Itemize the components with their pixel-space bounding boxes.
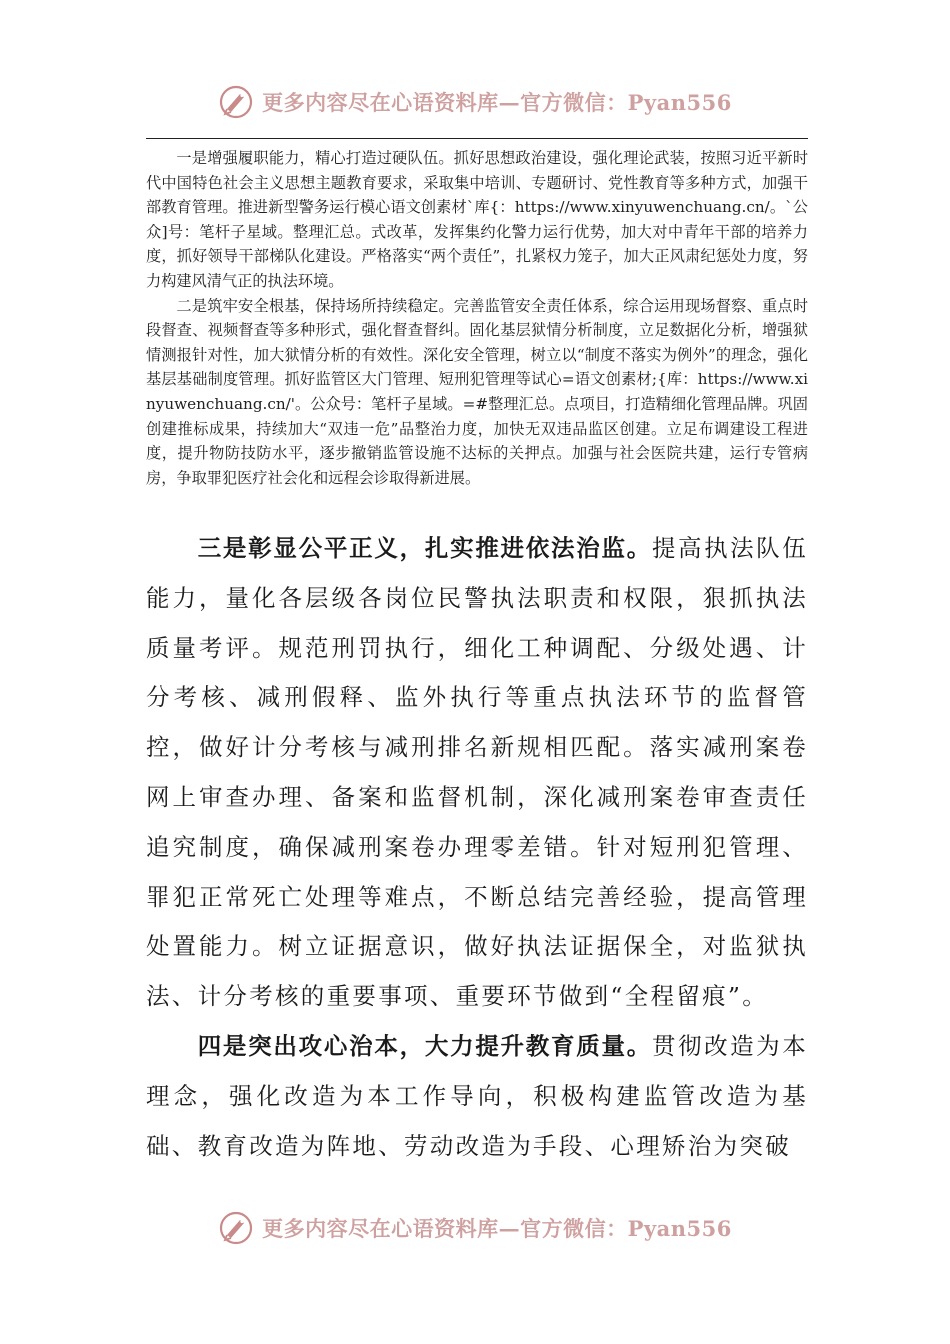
header-divider [146, 138, 808, 139]
paragraph-4-body: 贯彻改造为本理念，强化改造为本工作导向，积极构建监管改造为基础、教育改造为阵地、劳动改造为手段、心理矫治为突破 [146, 1031, 808, 1160]
paragraph-1: 一是增强履职能力，精心打造过硬队伍。抓好思想政治建设，强化理论武装，按照习近平新时代中国特色社会主义思想主题教育要求，采取集中培训、专题研讨、党性教育等多种方式，加强干部教育管理。推进新型警务运行模心语文创素材`库{：https://www.xinyuwenchuang.cn/。`公众]号：笔杆子星域。整理汇总。式改革，发挥集约化警力运行优势，加大对中青年干部的培养力度，抓好领导干部梯队化建设。严格落实“两个责任”，扎紧权力笼子，加大正风肃纪惩处力度，努力构建风清气正的执法环境。 [146, 149, 808, 290]
paragraph-2: 二是筑牢安全根基，保持场所持续稳定。完善监管安全责任体系，综合运用现场督察、重点时段督查、视频督查等多种形式，强化督查督纠。固化基层狱情分析制度，立足数据化分析，增强狱情测报针对性，加大狱情分析的有效性。深化安全管理，树立以“制度不落实为例外”的理念，强化基层基础制度管理。抓好监管区大门管理、短刑犯管理等试心=语文创素材;{库：https://www.xinyuwenchuang.cn/'。公众号：笔杆子星域。=#整理汇总。点项目，打造精细化管理品牌。巩固创建推标成果，持续加大“双违一危”品整治力度，加快无双违品监区创建。立足布调建设工程进度，提升物防技防水平，逐步撤销监管设施不达标的关押点。加强与社会医院共建，运行专管病房，争取罪犯医疗社会化和远程会诊取得新进展。 [146, 296, 808, 487]
watermark-text: 更多内容尽在心语资料库—官方微信：Pyan556 [262, 1216, 732, 1241]
paragraph-4-lead: 四是突出攻心治本，大力提升教育质量。 [197, 1031, 652, 1060]
large-text-section [146, 524, 808, 1171]
header-watermark [0, 80, 950, 124]
footer-watermark [0, 1206, 950, 1250]
paragraph-3-body: 提高执法队伍能力，量化各层级各岗位民警执法职责和权限，狠抓执法质量考评。规范刑罚执行，细化工种调配、分级处遇、计分考核、减刑假释、监外执行等重点执法环节的监督管控，做好计分考核与减刑排名新规相匹配。落实减刑案卷网上审查办理、备案和监督机制，深化减刑案卷审查责任追究制度，确保减刑案卷办理零差错。针对短刑犯管理、罪犯正常死亡处理等难点，不断总结完善经验，提高管理处置能力。树立证据意识，做好执法证据保全，对监狱执法、计分考核的重要事项、重要环节做到“全程留痕”。 [146, 534, 808, 1011]
paragraph-3-lead: 三是彰显公平正义，扎实推进依法治监。 [197, 534, 652, 562]
paragraph-3 [146, 524, 808, 1022]
pen-logo-icon [218, 1210, 254, 1246]
pen-logo-icon [218, 84, 254, 120]
watermark-text: 更多内容尽在心语资料库—官方微信：Pyan556 [262, 90, 732, 115]
paragraph-4 [146, 1022, 808, 1171]
small-text-section [146, 146, 808, 490]
